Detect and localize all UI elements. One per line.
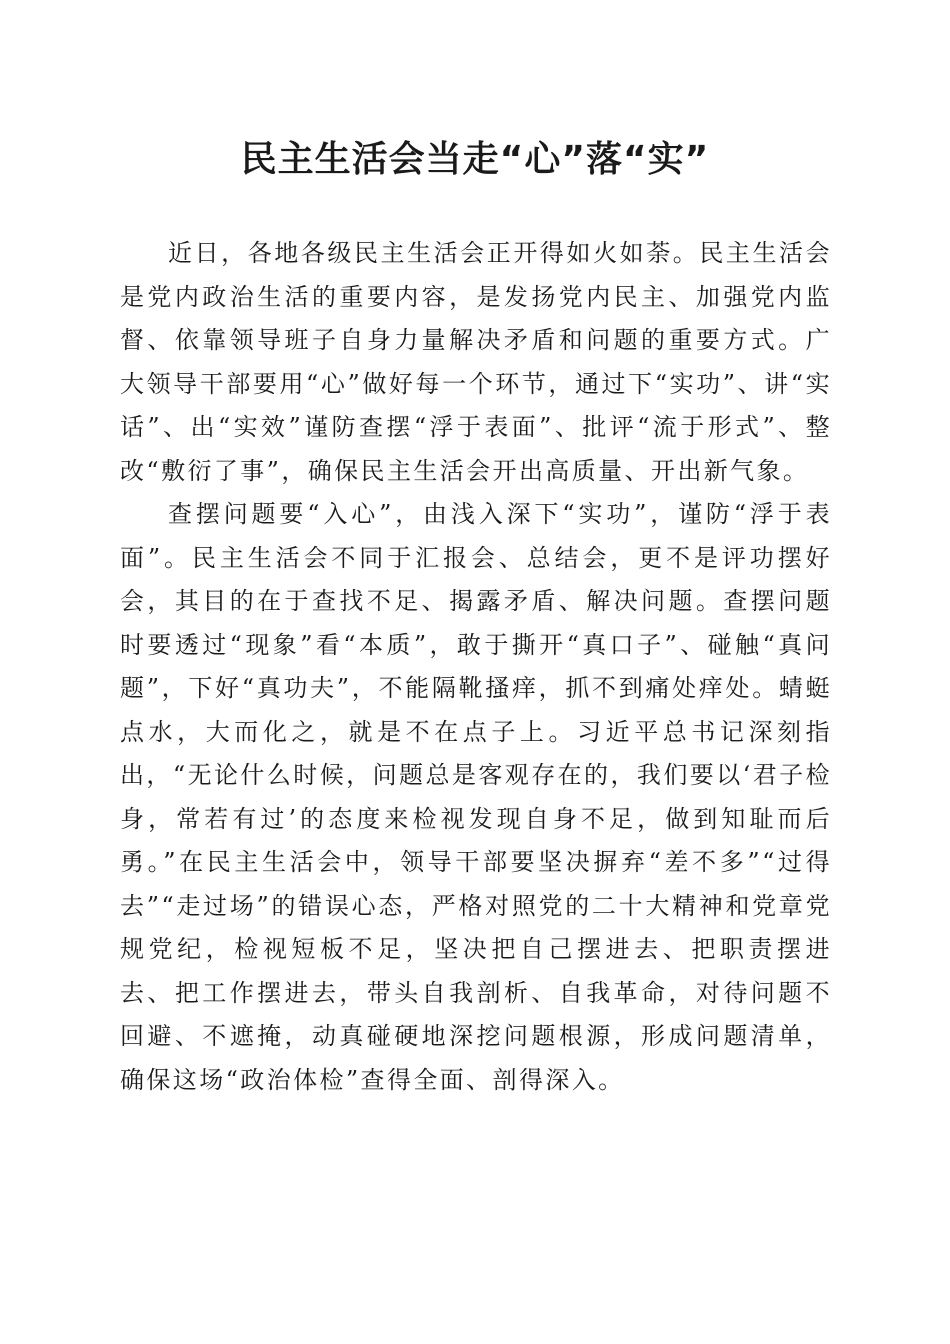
document-body xyxy=(120,232,832,1102)
document-title: 民主生活会当走“心”落“实” xyxy=(240,139,710,180)
paragraph-intro: 近日，各地各级民主生活会正开得如火如荼。民主生活会是党内政治生活的重要内容，是发扬党内民主、加强党内监督、依靠领导班子自身力量解决矛盾和问题的重要方式。广大领导干部要用“心”做好每一个环节，通过下“实功”、讲“实话”、出“实效”谨防查摆“浮于表面”、批评“流于形式”、整改“敷衍了事”，确保民主生活会开出高质量、开出新气象。 xyxy=(120,239,832,485)
paragraph-problem-finding: 查摆问题要“入心”，由浅入深下“实功”，谨防“浮于表面”。民主生活会不同于汇报会、总结会，更不是评功摆好会，其目的在于查找不足、揭露矛盾、解决问题。查摆问题时要透过“现象”看“本质”，敢于撕开“真口子”、碰触“真问题”，下好“真功夫”，不能隔靴搔痒，抓不到痛处痒处。蜻蜓点水，大而化之，就是不在点子上。习近平总书记深刻指出，“无论什么时候，问题总是客观存在的，我们要以‘君子检身，常若有过’的态度来检视发现自身不足，做到知耻而后勇。”在民主生活会中，领导干部要坚决摒弃“差不多”“过得去”“走过场”的错误心态，严格对照党的二十大精神和党章党规党纪，检视短板不足，坚决把自己摆进去、把职责摆进去、把工作摆进去，带头自我剖析、自我革命，对待问题不回避、不遮掩，动真碰硬地深挖问题根源，形成问题清单，确保这场“政治体检”查得全面、剖得深入。 xyxy=(120,500,832,1094)
